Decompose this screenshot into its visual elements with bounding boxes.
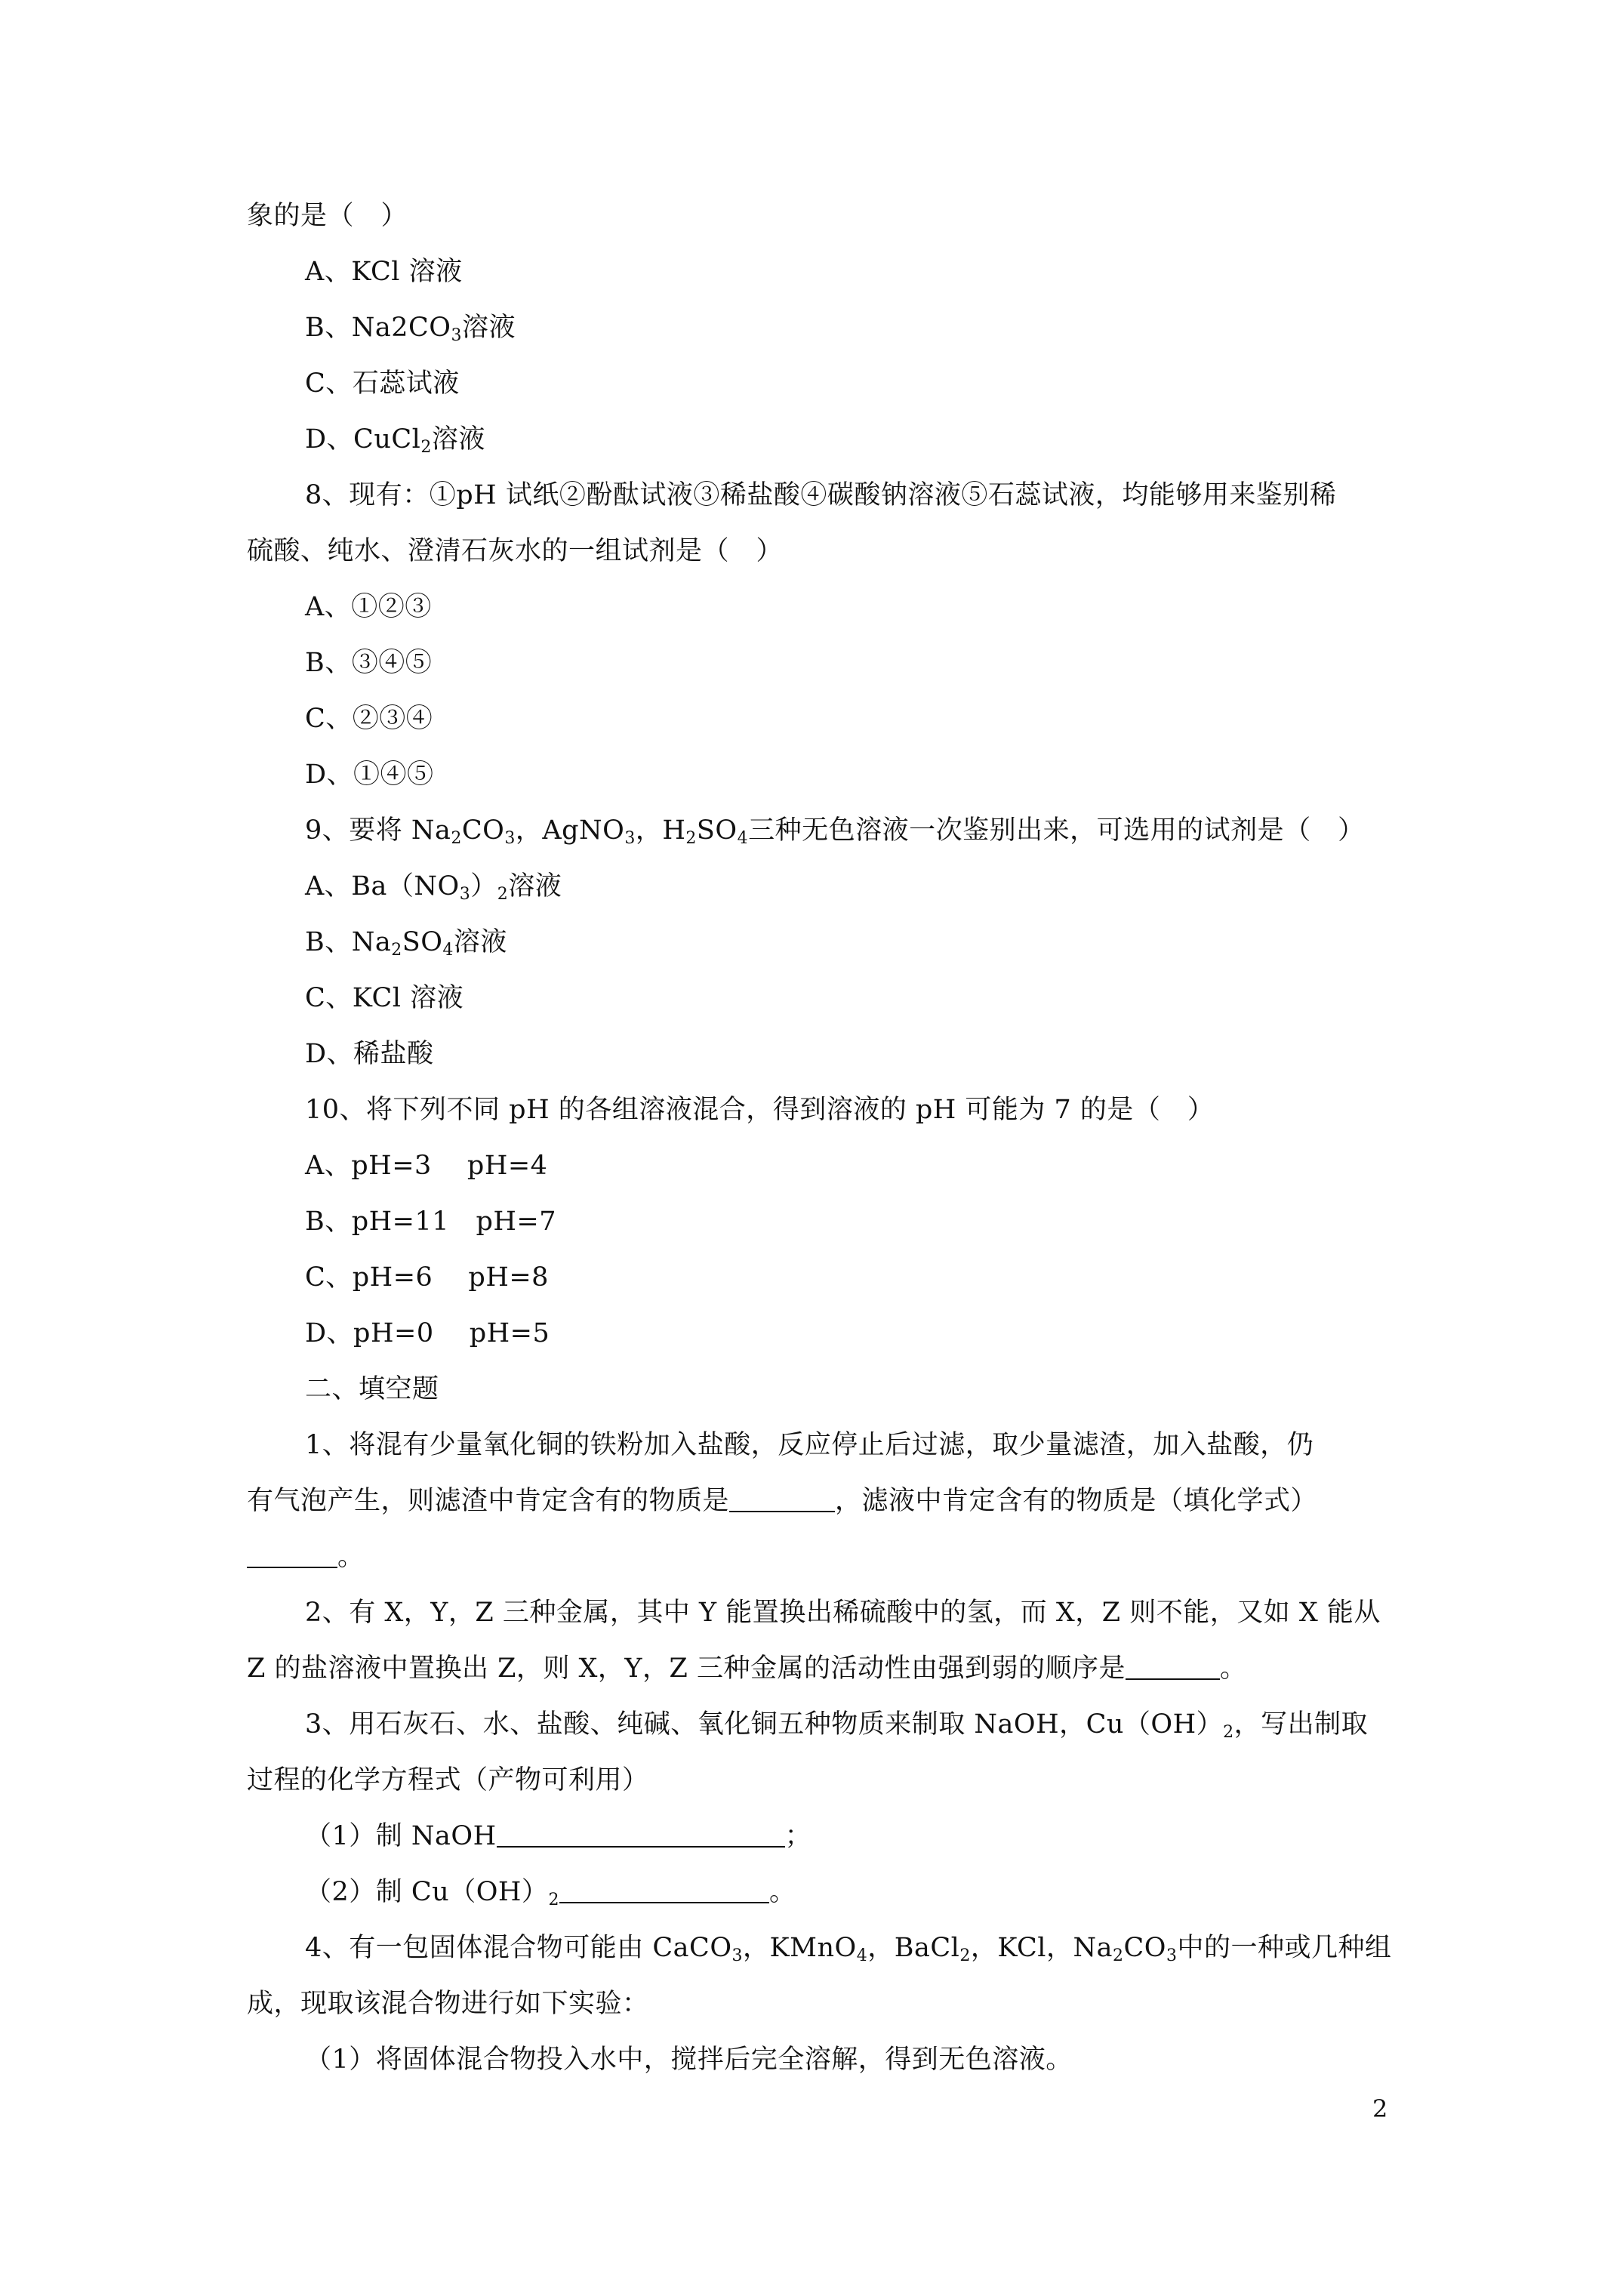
fill-q4-line2: 成，现取该混合物进行如下实验： bbox=[247, 1989, 649, 2019]
fill-q2-line2: Z 的盐溶液中置换出 Z，则 X，Y，Z 三种金属的活动性由强到弱的顺序是 。 bbox=[247, 1653, 1247, 1684]
answer-blank[interactable] bbox=[559, 1879, 769, 1903]
q7-option-b: B、$Na2CO_3$溶液 bbox=[305, 313, 516, 345]
q9-stem: 9、要将 $Na_2CO_3$，AgNO$_3$，$H_2SO_4$三种无色溶液一次鉴别出来，可选用的试剂是（ ） bbox=[305, 815, 1365, 848]
fill-q4-line1: 4、有一包固体混合物可能由 CaCO$_3$，KMnO$_4$，BaCl$_2$，KCl，$Na_2CO_3$中的一种或几种组 bbox=[305, 1933, 1392, 1965]
fill-q1-line1: 1、将混有少量氧化铜的铁粉加入盐酸，反应停止后过滤，取少量滤渣，加入盐酸，仍 bbox=[305, 1430, 1314, 1460]
q8-option-d: D、①④⑤ bbox=[305, 760, 434, 790]
fill-q4-step1: （1）将固体混合物投入水中，搅拌后完全溶解，得到无色溶液。 bbox=[305, 2045, 1073, 2075]
answer-blank[interactable] bbox=[1126, 1656, 1220, 1680]
answer-blank[interactable] bbox=[497, 1823, 785, 1848]
q8-stem-line1: 8、现有：①pH 试纸②酚酞试液③稀盐酸④碳酸钠溶液⑤石蕊试液，均能够用来鉴别稀 bbox=[305, 480, 1337, 510]
q10-option-d: D、pH=0 pH=5 bbox=[305, 1318, 550, 1348]
q8-stem-line2: 硫酸、纯水、澄清石灰水的一组试剂是（ ） bbox=[247, 536, 784, 566]
answer-blank[interactable] bbox=[247, 1544, 337, 1568]
q9-option-b: B、$Na_2SO_4$溶液 bbox=[305, 927, 507, 960]
q10-stem: 10、将下列不同 pH 的各组溶液混合，得到溶液的 pH 可能为 7 的是（ ） bbox=[305, 1095, 1215, 1125]
q10-option-c: C、pH=6 pH=8 bbox=[305, 1262, 549, 1293]
q8-option-a: A、①②③ bbox=[305, 592, 432, 622]
fill-q1-line2: 有气泡产生，则滤渣中肯定含有的物质是 ，滤液中肯定含有的物质是（填化学式） bbox=[247, 1486, 1318, 1516]
q7-option-d: D、CuCl$_2$溶液 bbox=[305, 424, 485, 457]
fill-q3-line2: 过程的化学方程式（产物可利用） bbox=[247, 1765, 649, 1795]
page-number: 2 bbox=[1372, 2094, 1388, 2123]
fill-q2-line1: 2、有 X，Y，Z 三种金属，其中 Y 能置换出稀硫酸中的氢，而 X，Z 则不能，又如 X 能从 bbox=[305, 1598, 1381, 1628]
q9-option-c: C、KCl 溶液 bbox=[305, 983, 464, 1013]
fill-q1-line3: 。 bbox=[247, 1540, 365, 1573]
fill-q3-part2: （2）制 $Cu(OH)_2$ 。 bbox=[305, 1877, 796, 1909]
q10-option-a: A、pH=3 pH=4 bbox=[305, 1151, 548, 1181]
section-heading-fill-blank: 二、填空题 bbox=[305, 1374, 439, 1404]
fill-q3-line1: 3、用石灰石、水、盐酸、纯碱、氧化铜五种物质来制取 NaOH，$Cu(OH)_2$，写出制取 bbox=[305, 1709, 1369, 1742]
q7-stem-continuation: 象的是（ ） bbox=[247, 201, 408, 231]
q9-option-a: A、$Ba(NO_3)_2$溶液 bbox=[305, 871, 562, 904]
q7-option-a: A、KCl 溶液 bbox=[305, 257, 463, 287]
q9-option-d: D、稀盐酸 bbox=[305, 1039, 434, 1069]
q10-option-b: B、pH=11 pH=7 bbox=[305, 1207, 557, 1237]
fill-q3-part1: （1）制 NaOH ； bbox=[305, 1821, 812, 1851]
q7-option-c: C、石蕊试液 bbox=[305, 368, 460, 399]
answer-blank[interactable] bbox=[729, 1488, 835, 1512]
q8-option-b: B、③④⑤ bbox=[305, 648, 433, 678]
q8-option-c: C、②③④ bbox=[305, 704, 433, 734]
